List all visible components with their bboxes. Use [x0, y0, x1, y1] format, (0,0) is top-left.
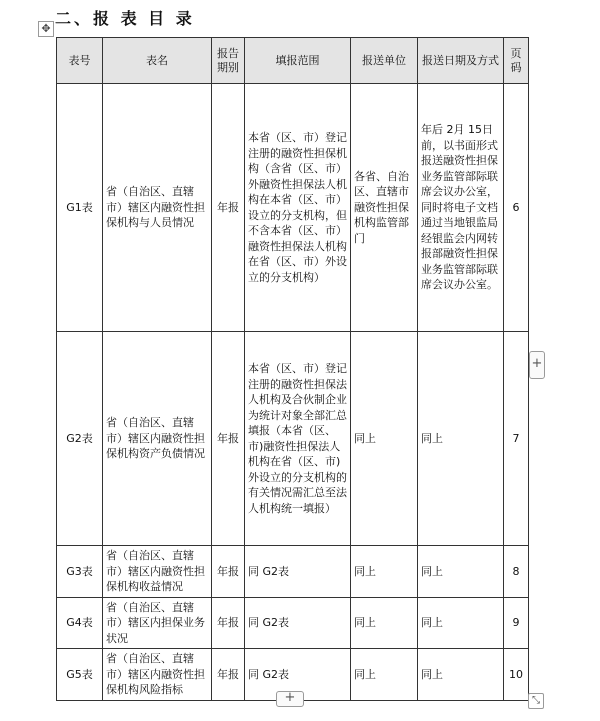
cell-id[interactable]: G3表 [57, 546, 103, 598]
header-id: 表号 [57, 38, 103, 84]
cell-method[interactable]: 同上 [418, 546, 504, 598]
cell-name[interactable]: 省（自治区、直辖市）辖区内融资性担保机构收益情况 [103, 546, 212, 598]
cell-method[interactable]: 年后 2月 15日前，以书面形式报送融资性担保业务监管部际联席会议办公室，同时将电子文档通过当地银监局经银监会内网转报部融资性担保业务监管部际联席会议办公室。 [418, 84, 504, 332]
table-move-icon[interactable]: ✥ [38, 21, 54, 37]
cell-period[interactable]: 年报 [212, 332, 245, 546]
cell-scope[interactable]: 同 G2表 [245, 649, 351, 701]
cell-id[interactable]: G4表 [57, 597, 103, 649]
section-heading: 二、报 表 目 录 [55, 9, 195, 28]
cell-unit[interactable]: 各省、自治区、直辖市融资性担保机构监管部门 [351, 84, 418, 332]
cell-method[interactable]: 同上 [418, 332, 504, 546]
cell-scope[interactable]: 同 G2表 [245, 546, 351, 598]
cell-page[interactable]: 7 [504, 332, 529, 546]
cell-name[interactable]: 省（自治区、直辖市）辖区内担保业务状况 [103, 597, 212, 649]
cell-period[interactable]: 年报 [212, 597, 245, 649]
cell-page[interactable]: 9 [504, 597, 529, 649]
report-catalog-table [56, 37, 529, 701]
cell-period[interactable]: 年报 [212, 84, 245, 332]
cell-scope[interactable]: 本省（区、市）登记注册的融资性担保法人机构及合伙制企业为统计对象全部汇总填报（本省（区、市)融资性担保法人机构在省（区、市)外设立的分支机构的有关情况需汇总至法人机构统一填报） [245, 332, 351, 546]
cell-unit[interactable]: 同上 [351, 546, 418, 598]
header-name: 表名 [103, 38, 212, 84]
header-method: 报送日期及方式 [418, 38, 504, 84]
cell-id[interactable]: G1表 [57, 84, 103, 332]
cell-unit[interactable]: 同上 [351, 649, 418, 701]
cell-unit[interactable]: 同上 [351, 332, 418, 546]
cell-name[interactable]: 省（自治区、直辖市）辖区内融资性担保机构风险指标 [103, 649, 212, 701]
cell-scope[interactable]: 同 G2表 [245, 597, 351, 649]
cell-name[interactable]: 省（自治区、直辖市）辖区内融资性担保机构与人员情况 [103, 84, 212, 332]
table-header-row [57, 38, 529, 84]
cell-method[interactable]: 同上 [418, 597, 504, 649]
header-unit: 报送单位 [351, 38, 418, 84]
cell-method[interactable]: 同上 [418, 649, 504, 701]
cell-scope[interactable]: 本省（区、市）登记注册的融资性担保机构（含省（区、市）外融资性担保法人机构在本省（区、市）设立的分支机构，但不含本省（区、市）融资性担保法人机构在省（区、市）外设立的分支机构） [245, 84, 351, 332]
cell-page[interactable]: 6 [504, 84, 529, 332]
cell-period[interactable]: 年报 [212, 649, 245, 701]
add-column-icon[interactable]: + [276, 691, 304, 707]
header-period: 报告期别 [212, 38, 245, 84]
cell-page[interactable]: 10 [504, 649, 529, 701]
add-row-icon[interactable]: + [529, 351, 545, 379]
header-page: 页码 [504, 38, 529, 84]
cell-id[interactable]: G2表 [57, 332, 103, 546]
cell-name[interactable]: 省（自治区、直辖市）辖区内融资性担保机构资产负债情况 [103, 332, 212, 546]
cell-page[interactable]: 8 [504, 546, 529, 598]
table-row [57, 597, 529, 649]
header-scope: 填报范围 [245, 38, 351, 84]
table-resize-icon[interactable]: ⤡ [528, 693, 544, 709]
cell-id[interactable]: G5表 [57, 649, 103, 701]
table-row [57, 546, 529, 598]
cell-period[interactable]: 年报 [212, 546, 245, 598]
cell-unit[interactable]: 同上 [351, 597, 418, 649]
table-row [57, 332, 529, 546]
table-row [57, 84, 529, 332]
